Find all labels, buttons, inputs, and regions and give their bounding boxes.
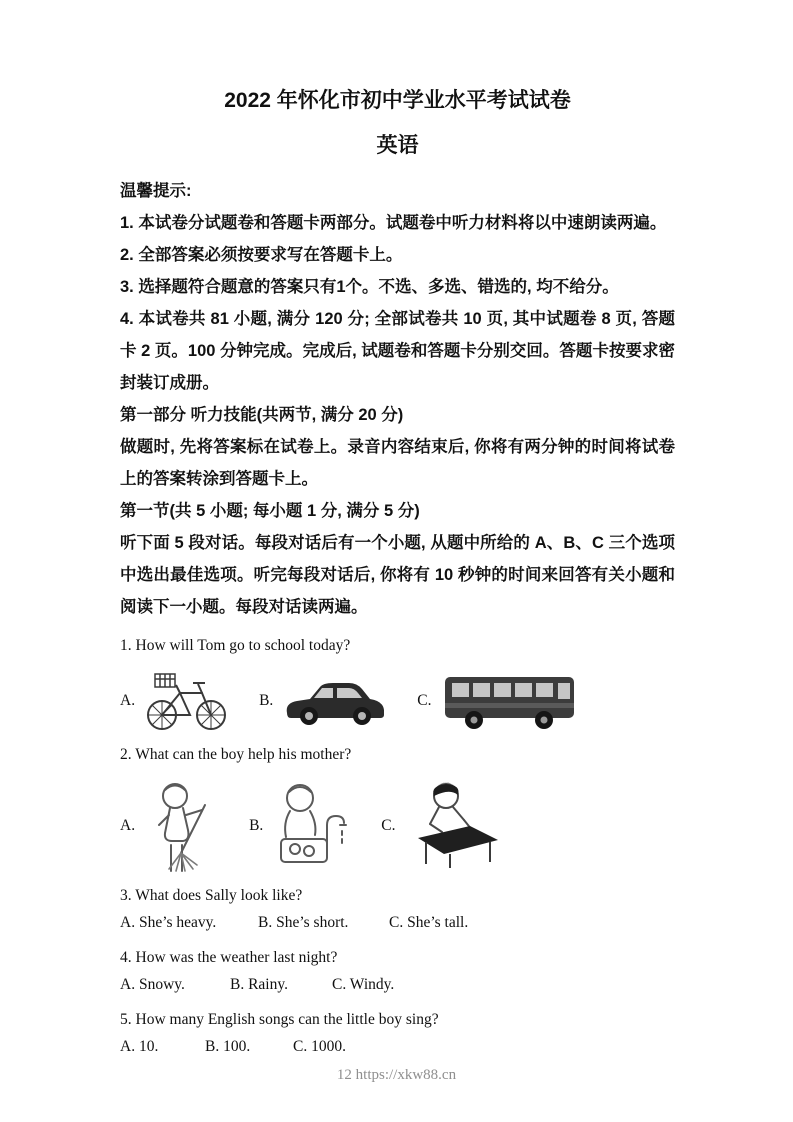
question-4-text: 4. How was the weather last night? (120, 949, 338, 966)
question-3-text: 3. What does Sally look like? (120, 887, 303, 904)
bus-icon (442, 671, 578, 731)
exam-title: 2022 年怀化市初中学业水平考试试卷 (224, 89, 571, 112)
question-5-options (120, 1034, 675, 1059)
boy-wiping-table-icon (406, 780, 504, 872)
q2-option-b-label: B. (249, 817, 264, 834)
part1-instructions: 做题时, 先将答案标在试卷上。录音内容结束后, 你将有两分钟的时间将试卷上的答案转涂到答题卡上。 (120, 438, 675, 488)
q1-option-b-label: B. (259, 692, 274, 709)
notice-item-1: 1. 本试卷分试题卷和答题卡两部分。试题卷中听力材料将以中速朗读两遍。 (120, 214, 667, 232)
boy-sweeping-floor-icon (145, 779, 219, 873)
q2-option-c (381, 780, 503, 872)
q4-option-a: A. Snowy. (120, 976, 185, 993)
question-1-options (120, 670, 675, 732)
notice-header: 温馨提示: (120, 182, 192, 200)
part1-header: 第一部分 听力技能(共两节, 满分 20 分) (120, 406, 404, 424)
exam-subject: 英语 (376, 134, 419, 157)
page-footer: 12 https://xkw88.cn (336, 1067, 457, 1083)
q2-option-a (120, 779, 219, 873)
car-icon (283, 674, 387, 728)
q1-option-c-label: C. (417, 692, 432, 709)
question-2-options (120, 779, 675, 873)
bicycle-icon (145, 670, 229, 732)
notice-item-4: 4. 本试卷共 81 小题, 满分 120 分; 全部试卷共 10 页, 其中试题卷 8 页, 答题卡 2 页。100 分钟完成。完成后, 试题卷和答题卡分别交回。答题卡按要求密封装订成册。 (120, 310, 675, 392)
q5-option-c: C. 1000. (293, 1038, 346, 1055)
q1-option-a (120, 670, 229, 732)
question-4-options (120, 972, 675, 997)
question-1-text: 1. How will Tom go to school today? (120, 637, 351, 654)
q1-option-c (417, 671, 577, 731)
q2-option-a-label: A. (120, 817, 136, 834)
q3-option-a: A. She’s heavy. (120, 914, 217, 931)
section1-instructions: 听下面 5 段对话。每段对话后有一个小题, 从题中所给的 A、B、C 三个选项中选出最佳选项。听完每段对话后, 你将有 10 秒钟的时间来回答有关小题和阅读下一小题。每段对话读两遍。 (120, 534, 675, 616)
question-3-options (120, 910, 675, 935)
q3-option-b: B. She’s short. (258, 914, 349, 931)
section1-header: 第一节(共 5 小题; 每小题 1 分, 满分 5 分) (120, 502, 420, 520)
q4-option-c: C. Windy. (332, 976, 395, 993)
question-5-text: 5. How many English songs can the little boy sing? (120, 1011, 439, 1028)
notice-item-2: 2. 全部答案必须按要求写在答题卡上。 (120, 246, 403, 264)
q5-option-b: B. 100. (205, 1038, 251, 1055)
q2-option-c-label: C. (381, 817, 396, 834)
q1-option-a-label: A. (120, 692, 136, 709)
q1-option-b (259, 674, 387, 728)
question-2-text: 2. What can the boy help his mother? (120, 746, 352, 763)
boy-washing-dishes-icon (273, 779, 351, 873)
q5-option-a: A. 10. (120, 1038, 159, 1055)
q4-option-b: B. Rainy. (230, 976, 288, 993)
notice-item-3: 3. 选择题符合题意的答案只有1个。不选、多选、错选的, 均不给分。 (120, 278, 619, 296)
q2-option-b (249, 779, 351, 873)
q3-option-c: C. She’s tall. (389, 914, 469, 931)
